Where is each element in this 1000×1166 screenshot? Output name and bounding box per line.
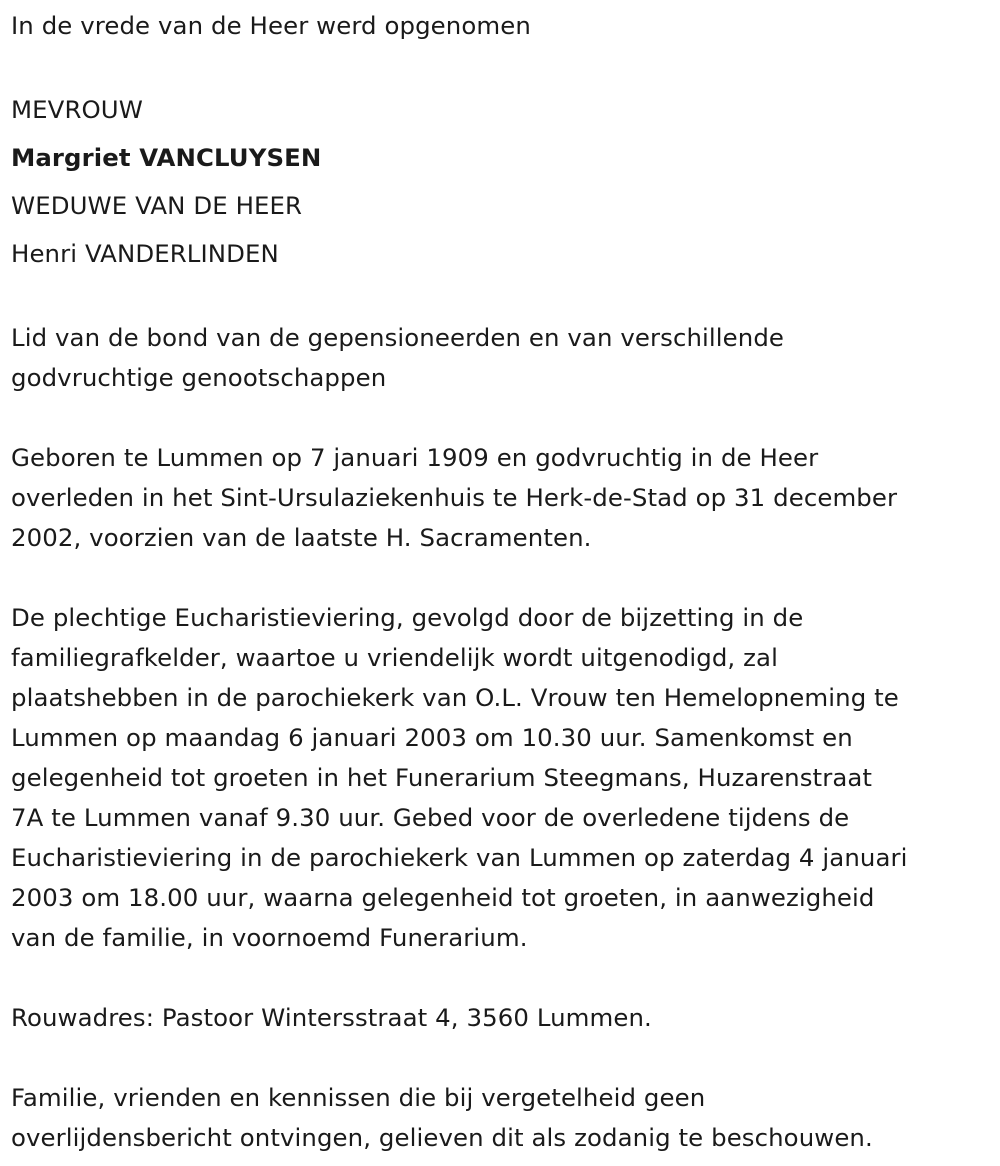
- birth-death-paragraph: [11, 438, 989, 558]
- spouse-name: Henri VANDERLINDEN: [11, 239, 279, 268]
- obituary-notice: [11, 6, 989, 1158]
- title-line: MEVROUW: [11, 95, 143, 124]
- paragraph-line: 7A te Lummen vanaf 9.30 uur. Gebed voor de overledene tijdens de: [11, 803, 850, 832]
- paragraph-line: plaatshebben in de parochiekerk van O.L. Vrouw ten Hemelopneming te: [11, 683, 899, 712]
- paragraph-line: overleden in het Sint-Ursulaziekenhuis te Herk-de-Stad op 31 december: [11, 483, 898, 512]
- paragraph-line: godvruchtige genootschappen: [11, 363, 387, 392]
- opening-line: In de vrede van de Heer werd opgenomen: [11, 11, 531, 40]
- paragraph-line: van de familie, in voornoemd Funerarium.: [11, 923, 528, 952]
- paragraph-line: Familie, vrienden en kennissen die bij vergetelheid geen: [11, 1083, 706, 1112]
- spacer: [11, 46, 989, 86]
- spacer: [11, 278, 989, 318]
- spacer: [11, 398, 989, 438]
- paragraph-line: Lummen op maandag 6 januari 2003 om 10.30 uur. Samenkomst en: [11, 723, 853, 752]
- paragraph-line: Geboren te Lummen op 7 januari 1909 en godvruchtig in de Heer: [11, 443, 819, 472]
- ceremony-paragraph: [11, 598, 989, 958]
- relation-line: WEDUWE VAN DE HEER: [11, 191, 303, 220]
- paragraph-line: overlijdensbericht ontvingen, gelieven dit als zodanig te beschouwen.: [11, 1123, 873, 1152]
- spacer: [11, 1038, 989, 1078]
- membership-paragraph: [11, 318, 989, 398]
- spacer: [11, 558, 989, 598]
- paragraph-line: familiegrafkelder, waartoe u vriendelijk wordt uitgenodigd, zal: [11, 643, 778, 672]
- paragraph-line: 2003 om 18.00 uur, waarna gelegenheid tot groeten, in aanwezigheid: [11, 883, 875, 912]
- deceased-name: Margriet VANCLUYSEN: [11, 143, 322, 172]
- closing-paragraph: [11, 1078, 989, 1158]
- paragraph-line: Lid van de bond van de gepensioneerden en van verschillende: [11, 323, 785, 352]
- mourning-address: Rouwadres: Pastoor Wintersstraat 4, 3560 Lummen.: [11, 1003, 652, 1032]
- paragraph-line: De plechtige Eucharistieviering, gevolgd door de bijzetting in de: [11, 603, 804, 632]
- paragraph-line: gelegenheid tot groeten in het Funerarium Steegmans, Huzarenstraat: [11, 763, 873, 792]
- paragraph-line: Eucharistieviering in de parochiekerk van Lummen op zaterdag 4 januari: [11, 843, 908, 872]
- paragraph-line: 2002, voorzien van de laatste H. Sacramenten.: [11, 523, 592, 552]
- spacer: [11, 958, 989, 998]
